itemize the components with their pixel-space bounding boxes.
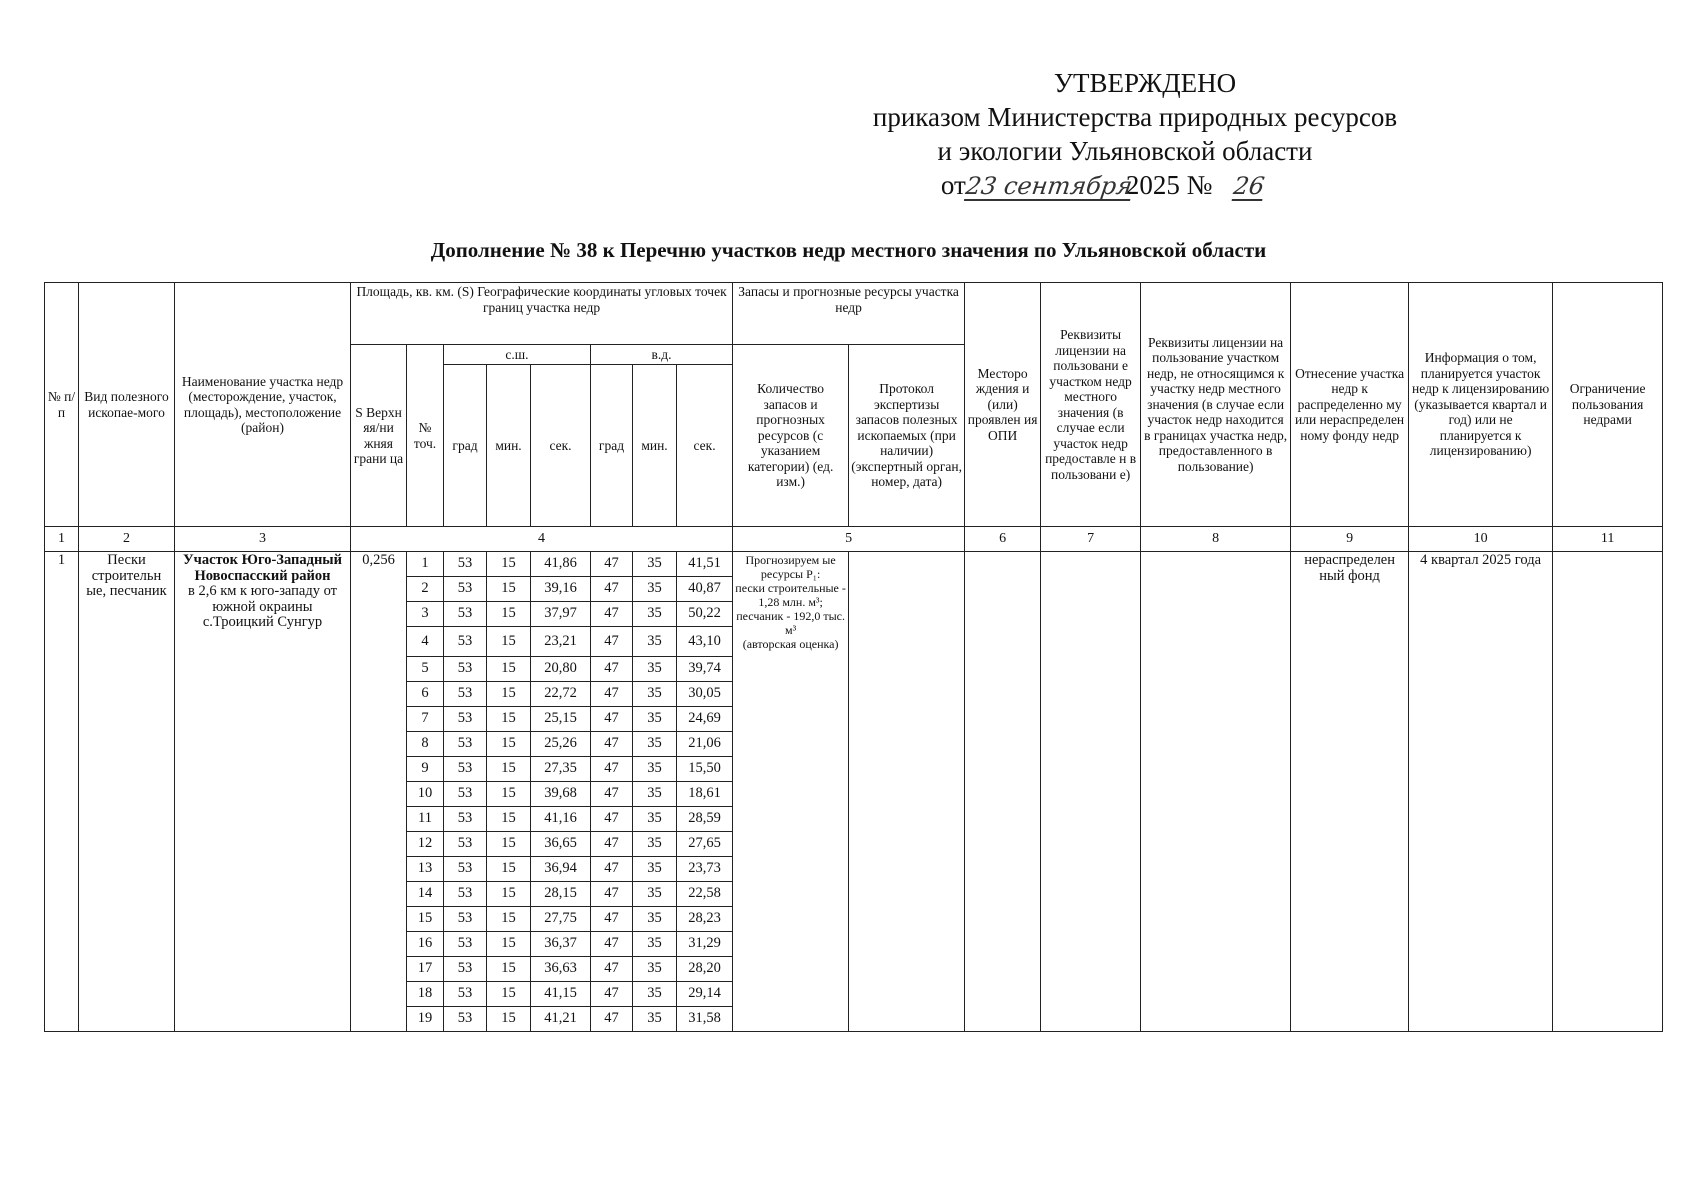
lat-sec: 39,16 <box>531 577 591 602</box>
header-s: S Верхн яя/ни жняя грани ца <box>351 345 407 527</box>
lat-min: 15 <box>487 657 531 682</box>
lat-min: 15 <box>487 807 531 832</box>
lat-deg: 53 <box>444 907 487 932</box>
column-number: 10 <box>1409 527 1553 552</box>
record-fund: нераспределен ный фонд <box>1291 552 1409 1032</box>
header-deposit: Месторо ждения и (или) проявлен ия ОПИ <box>965 283 1041 527</box>
lon-min: 35 <box>633 602 677 627</box>
lat-min: 15 <box>487 1007 531 1032</box>
lat-sec: 36,63 <box>531 957 591 982</box>
lat-sec: 25,15 <box>531 707 591 732</box>
lat-deg: 53 <box>444 552 487 577</box>
lat-sec: 41,16 <box>531 807 591 832</box>
subsoil-table <box>44 282 1663 1032</box>
column-number: 3 <box>175 527 351 552</box>
point-number: 3 <box>407 602 444 627</box>
lat-sec: 41,86 <box>531 552 591 577</box>
lon-deg: 47 <box>591 957 633 982</box>
lon-min: 35 <box>633 707 677 732</box>
record-area: 0,256 <box>351 552 407 1032</box>
lat-min: 15 <box>487 552 531 577</box>
lat-deg: 53 <box>444 857 487 882</box>
record-name <box>175 552 351 1032</box>
lon-deg: 47 <box>591 707 633 732</box>
point-number: 5 <box>407 657 444 682</box>
lat-min: 15 <box>487 577 531 602</box>
lon-min: 35 <box>633 907 677 932</box>
lon-sec: 29,14 <box>677 982 733 1007</box>
lon-min: 35 <box>633 682 677 707</box>
lat-deg: 53 <box>444 957 487 982</box>
lon-deg: 47 <box>591 552 633 577</box>
lat-deg: 53 <box>444 757 487 782</box>
header-lat: с.ш. <box>444 345 591 365</box>
column-number: 4 <box>351 527 733 552</box>
lon-sec: 31,29 <box>677 932 733 957</box>
lat-deg: 53 <box>444 577 487 602</box>
lat-sec: 36,37 <box>531 932 591 957</box>
lon-sec: 30,05 <box>677 682 733 707</box>
header-area-group: Площадь, кв. км. (S) Географические координаты угловых точек границ участка недр <box>351 283 733 345</box>
lon-sec: 18,61 <box>677 782 733 807</box>
lon-deg: 47 <box>591 882 633 907</box>
lon-sec: 28,20 <box>677 957 733 982</box>
header-lon-min: мин. <box>633 365 677 527</box>
handwritten-date: 23 сентября <box>963 172 1134 200</box>
lon-sec: 23,73 <box>677 857 733 882</box>
lat-deg: 53 <box>444 657 487 682</box>
lon-min: 35 <box>633 657 677 682</box>
lon-sec: 31,58 <box>677 1007 733 1032</box>
lat-min: 15 <box>487 732 531 757</box>
point-number: 7 <box>407 707 444 732</box>
lat-sec: 39,68 <box>531 782 591 807</box>
lat-deg: 53 <box>444 707 487 732</box>
lon-deg: 47 <box>591 982 633 1007</box>
lat-deg: 53 <box>444 932 487 957</box>
approval-block <box>860 66 1460 203</box>
lon-deg: 47 <box>591 602 633 627</box>
lat-sec: 41,15 <box>531 982 591 1007</box>
header-license-local: Реквизиты лицензии на пользовани е участком недр местного значения (в случае если участок недр предоставле н в пользовани е) <box>1041 283 1141 527</box>
point-number: 19 <box>407 1007 444 1032</box>
point-number: 9 <box>407 757 444 782</box>
from-label: от <box>940 170 966 200</box>
lon-deg: 47 <box>591 907 633 932</box>
lon-min: 35 <box>633 982 677 1007</box>
table-row <box>45 552 1663 577</box>
lon-min: 35 <box>633 957 677 982</box>
column-number: 5 <box>733 527 965 552</box>
lon-min: 35 <box>633 807 677 832</box>
lat-sec: 37,97 <box>531 602 591 627</box>
lat-sec: 28,15 <box>531 882 591 907</box>
lat-sec: 27,35 <box>531 757 591 782</box>
header-point: № точ. <box>407 345 444 527</box>
record-protocol <box>849 552 965 1032</box>
column-number: 11 <box>1553 527 1663 552</box>
lon-sec: 43,10 <box>677 627 733 657</box>
lon-min: 35 <box>633 932 677 957</box>
record-planned: 4 квартал 2025 года <box>1409 552 1553 1032</box>
lat-deg: 53 <box>444 732 487 757</box>
lat-min: 15 <box>487 757 531 782</box>
lat-deg: 53 <box>444 682 487 707</box>
record-license-other <box>1141 552 1291 1032</box>
lon-deg: 47 <box>591 627 633 657</box>
lon-deg: 47 <box>591 732 633 757</box>
header-lat-deg: град <box>444 365 487 527</box>
point-number: 10 <box>407 782 444 807</box>
point-number: 1 <box>407 552 444 577</box>
lat-sec: 23,21 <box>531 627 591 657</box>
lon-sec: 40,87 <box>677 577 733 602</box>
point-number: 12 <box>407 832 444 857</box>
lon-min: 35 <box>633 857 677 882</box>
approval-date-line <box>810 168 1410 203</box>
lon-sec: 39,74 <box>677 657 733 682</box>
lat-deg: 53 <box>444 982 487 1007</box>
reserves-line: песчаник - 192,0 тыс. м³ <box>736 609 845 637</box>
lon-deg: 47 <box>591 832 633 857</box>
lat-min: 15 <box>487 932 531 957</box>
lat-deg: 53 <box>444 782 487 807</box>
column-number: 1 <box>45 527 79 552</box>
record-deposit <box>965 552 1041 1032</box>
lat-min: 15 <box>487 707 531 732</box>
header-lon-sec: сек. <box>677 365 733 527</box>
point-number: 17 <box>407 957 444 982</box>
reserves-line: Прогнозируем ые ресурсы P₁: <box>745 553 836 581</box>
lon-min: 35 <box>633 732 677 757</box>
reserves-line: пески строительные - 1,28 млн. м³; <box>735 581 846 609</box>
lat-min: 15 <box>487 602 531 627</box>
point-number: 8 <box>407 732 444 757</box>
lon-sec: 21,06 <box>677 732 733 757</box>
record-mineral: Пески строительн ые, песчаник <box>79 552 175 1032</box>
point-number: 2 <box>407 577 444 602</box>
lat-min: 15 <box>487 782 531 807</box>
lon-deg: 47 <box>591 932 633 957</box>
header-fund: Отнесение участка недр к распределенно му или нераспределен ному фонду недр <box>1291 283 1409 527</box>
lat-min: 15 <box>487 857 531 882</box>
lon-sec: 22,58 <box>677 882 733 907</box>
lon-deg: 47 <box>591 757 633 782</box>
record-restriction <box>1553 552 1663 1032</box>
record-reserves <box>733 552 849 1032</box>
point-number: 14 <box>407 882 444 907</box>
lon-deg: 47 <box>591 1007 633 1032</box>
column-number: 9 <box>1291 527 1409 552</box>
lon-sec: 41,51 <box>677 552 733 577</box>
column-numbers-row <box>45 527 1663 552</box>
record-license-local <box>1041 552 1141 1032</box>
lon-min: 35 <box>633 1007 677 1032</box>
point-number: 13 <box>407 857 444 882</box>
lat-min: 15 <box>487 627 531 657</box>
lat-min: 15 <box>487 682 531 707</box>
lat-sec: 36,94 <box>531 857 591 882</box>
lat-deg: 53 <box>444 627 487 657</box>
lat-deg: 53 <box>444 832 487 857</box>
header-lat-min: мин. <box>487 365 531 527</box>
lat-min: 15 <box>487 982 531 1007</box>
lon-min: 35 <box>633 552 677 577</box>
column-number: 2 <box>79 527 175 552</box>
record-name-title: Участок Юго-Западный Новоспасский район <box>183 552 342 584</box>
header-quantity: Количество запасов и прогнозных ресурсов (с указанием категории) (ед. изм.) <box>733 345 849 527</box>
lon-sec: 28,23 <box>677 907 733 932</box>
lat-sec: 36,65 <box>531 832 591 857</box>
lat-min: 15 <box>487 957 531 982</box>
point-number: 15 <box>407 907 444 932</box>
lon-min: 35 <box>633 782 677 807</box>
lat-min: 15 <box>487 832 531 857</box>
header-license-other: Реквизиты лицензии на пользование участком недр, не относящимся к участку недр местного значения (в случае если участок недр находится в границах участка недр, предоставленного в пользование) <box>1141 283 1291 527</box>
header-num: № п/п <box>45 283 79 527</box>
record-num: 1 <box>45 552 79 1032</box>
table-wrapper <box>44 282 1658 1032</box>
lon-sec: 50,22 <box>677 602 733 627</box>
column-number: 6 <box>965 527 1041 552</box>
point-number: 4 <box>407 627 444 657</box>
header-name: Наименование участка недр (месторождение, участок, площадь), местоположение (район) <box>175 283 351 527</box>
header-lon-deg: град <box>591 365 633 527</box>
lon-min: 35 <box>633 577 677 602</box>
lat-deg: 53 <box>444 882 487 907</box>
reserves-line: (авторская оценка) <box>742 637 839 651</box>
header-protocol: Протокол экспертизы запасов полезных ископаемых (при наличии) (экспертный орган, номер, дата) <box>849 345 965 527</box>
lat-min: 15 <box>487 907 531 932</box>
header-reserves-group: Запасы и прогнозные ресурсы участка недр <box>733 283 965 345</box>
header-planned: Информация о том, планируется участок недр к лицензированию (указывается квартал и год) или не планируется к лицензированию) <box>1409 283 1553 527</box>
year-label: 2025 № <box>1125 170 1213 200</box>
lat-sec: 27,75 <box>531 907 591 932</box>
column-number: 7 <box>1041 527 1141 552</box>
lon-sec: 15,50 <box>677 757 733 782</box>
lon-deg: 47 <box>591 657 633 682</box>
document-title: Дополнение № 38 к Перечню участков недр местного значения по Ульяновской области <box>430 238 1267 262</box>
lon-sec: 24,69 <box>677 707 733 732</box>
header-lat-sec: сек. <box>531 365 591 527</box>
approval-line-ministry: приказом Министерства природных ресурсов <box>872 102 1398 132</box>
lon-deg: 47 <box>591 682 633 707</box>
lat-sec: 20,80 <box>531 657 591 682</box>
approval-title: УТВЕРЖДЕНО <box>1053 68 1237 98</box>
column-number: 8 <box>1141 527 1291 552</box>
lon-sec: 28,59 <box>677 807 733 832</box>
lon-min: 35 <box>633 832 677 857</box>
lat-sec: 22,72 <box>531 682 591 707</box>
lat-sec: 41,21 <box>531 1007 591 1032</box>
lat-min: 15 <box>487 882 531 907</box>
point-number: 11 <box>407 807 444 832</box>
header-lon: в.д. <box>591 345 733 365</box>
lon-min: 35 <box>633 627 677 657</box>
lon-min: 35 <box>633 757 677 782</box>
lat-sec: 25,26 <box>531 732 591 757</box>
approval-line-region: и экологии Ульяновской области <box>937 136 1313 166</box>
point-number: 16 <box>407 932 444 957</box>
point-number: 6 <box>407 682 444 707</box>
header-mineral: Вид полезного ископае-мого <box>79 283 175 527</box>
record-name-location: в 2,6 км к юго-западу от южной окраины с.Троицкий Сунгур <box>187 583 338 630</box>
lat-deg: 53 <box>444 807 487 832</box>
lat-deg: 53 <box>444 1007 487 1032</box>
point-number: 18 <box>407 982 444 1007</box>
handwritten-number: 26 <box>1231 172 1267 200</box>
lat-deg: 53 <box>444 602 487 627</box>
header-restriction: Ограничение пользования недрами <box>1553 283 1663 527</box>
lon-min: 35 <box>633 882 677 907</box>
lon-sec: 27,65 <box>677 832 733 857</box>
lon-deg: 47 <box>591 857 633 882</box>
lon-deg: 47 <box>591 782 633 807</box>
lon-deg: 47 <box>591 577 633 602</box>
lon-deg: 47 <box>591 807 633 832</box>
